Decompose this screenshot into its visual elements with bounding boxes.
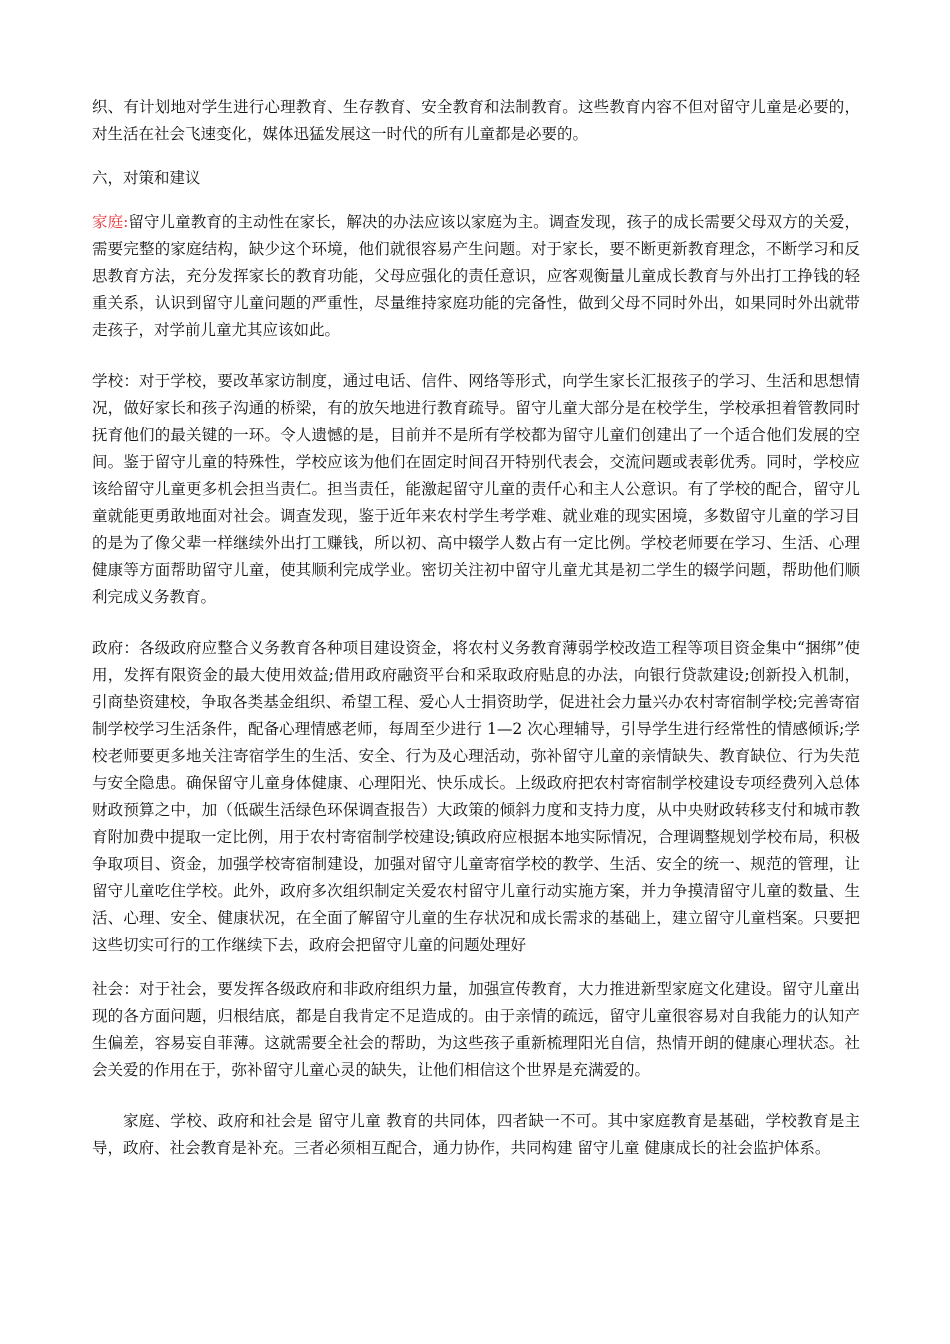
society-paragraph: 社会：对于社会，要发挥各级政府和非政府组织力量，加强宣传教育，大力推进新型家庭文化建设。留守儿童出现的各方面问题，归根结底，都是自我肯定不足造成的。由于亲情的疏远，留守儿童很容易对自我能力的认知产生偏差，容易妄自菲薄。这就需要全社会的帮助，为这些孩子重新梳理阳光自信，热情开朗的健康心理状态。社会关爱的作用在于，弥补留守儿童心灵的缺失，让他们相信这个世界是充满爱的。 [92, 980, 860, 1079]
section-heading-six: 六，对策和建议 [92, 169, 201, 187]
intro-paragraph: 织、有计划地对学生进行心理教育、生存教育、安全教育和法制教育。这些教育内容不但对留守儿童是必要的，对生活在社会飞速变化，媒体迅猛发展这一时代的所有儿童都是必要的。 [92, 98, 860, 143]
conclusion-paragraph: 家庭、学校、政府和社会是 留守儿童 教育的共同体，四者缺一不可。其中家庭教育是基础，学校教育是主导，政府、社会教育是补充。三者必须相互配合，通力协作，共同构建 留守儿童 健康成长的社会监护体系。 [92, 1112, 860, 1157]
family-paragraph [92, 209, 860, 344]
document-page [92, 94, 860, 1162]
school-paragraph: 学校：对于学校，要改革家访制度，通过电话、信件、网络等形式，向学生家长汇报孩子的学习、生活和思想情况，做好家长和孩子沟通的桥梁，有的放矢地进行教育疏导。留守儿童大部分是在校学生，学校承担着管教同时抚育他们的最关键的一环。令人遗憾的是，目前并不是所有学校都为留守儿童们创建出了一个适合他们发展的空间。鉴于留守儿童的特殊性，学校应该为他们在固定时间召开特别代表会，交流问题或表彰优秀。同时，学校应该给留守儿童更多机会担当责仁。担当责任，能激起留守儿童的责仟心和主人公意识。有了学校的配合，留守儿童就能更勇敢地面对社会。调查发现，鉴于近年来农村学生考学难、就业难的现实困境，多数留守儿童的学习目的是为了像父辈一样继续外出打工赚钱，所以初、高中辍学人数占有一定比例。学校老师要在学习、生活、心理健康等方面帮助留守儿童，使其顺利完成学业。密切关注初中留守儿童尤其是初二学生的辍学问题，帮助他们顺利完成义务教育。 [92, 372, 860, 606]
family-label: 家庭: [92, 213, 129, 231]
family-text: 留守儿童教育的主动性在家长，解决的办法应该以家庭为主。调查发现，孩子的成长需要父母双方的关爱，需要完整的家庭结构，缺少这个环境，他们就很容易产生问题。对于家长，要不断更新教育理念，不断学习和反思教育方法，充分发挥家长的教育功能，父母应强化的责任意识，应客观衡量儿童成长教育与外出打工挣钱的轻重关系，认识到留守儿童问题的严重性，尽量维持家庭功能的完备性，做到父母不同时外出，如果同时外出就带走孩子，对学前儿童尤其应该如此。 [92, 213, 860, 339]
government-paragraph: 政府：各级政府应整合义务教育各种项目建设资金，将农村义务教育薄弱学校改造工程等项目资金集中“捆绑”使用，发挥有限资金的最大使用效益;借用政府融资平台和采取政府贴息的办法，向银行贷款建设;创新投入机制，引商垫资建校，争取各类基金组织、希望工程、爱心人士捐资助学，促进社会力量兴办农村寄宿制学校;完善寄宿制学校学习生活条件，配备心理情感老师，每周至少进行 1—2 次心理辅导，引导学生进行经常性的情感倾诉;学校老师要更多地关注寄宿学生的生活、安全、行为及心理活动，弥补留守儿童的亲情缺失、教育缺位、行为失范与安全隐患。确保留守儿童身体健康、心理阳光、快乐成长。上级政府把农村寄宿制学校建设专项经费列入总体财政预算之中，加（低碳生活绿色环保调查报告）大政策的倾斜力度和支持力度，从中央财政转移支付和城市教育附加费中提取一定比例，用于农村寄宿制学校建设;镇政府应根据本地实际情况，合理调整规划学校布局，积极争取项目、资金，加强学校寄宿制建设，加强对留守儿童寄宿学校的教学、生活、安全的统一、规范的管理，让留守儿童吃住学校。此外，政府多次组织制定关爱农村留守儿童行动实施方案，并力争摸清留守儿童的数量、生活、心理、安全、健康状况，在全面了解留守儿童的生存状况和成长需求的基础上，建立留守儿童档案。只要把这些切实可行的工作继续下去，政府会把留守儿童的问题处理好 [92, 639, 860, 954]
